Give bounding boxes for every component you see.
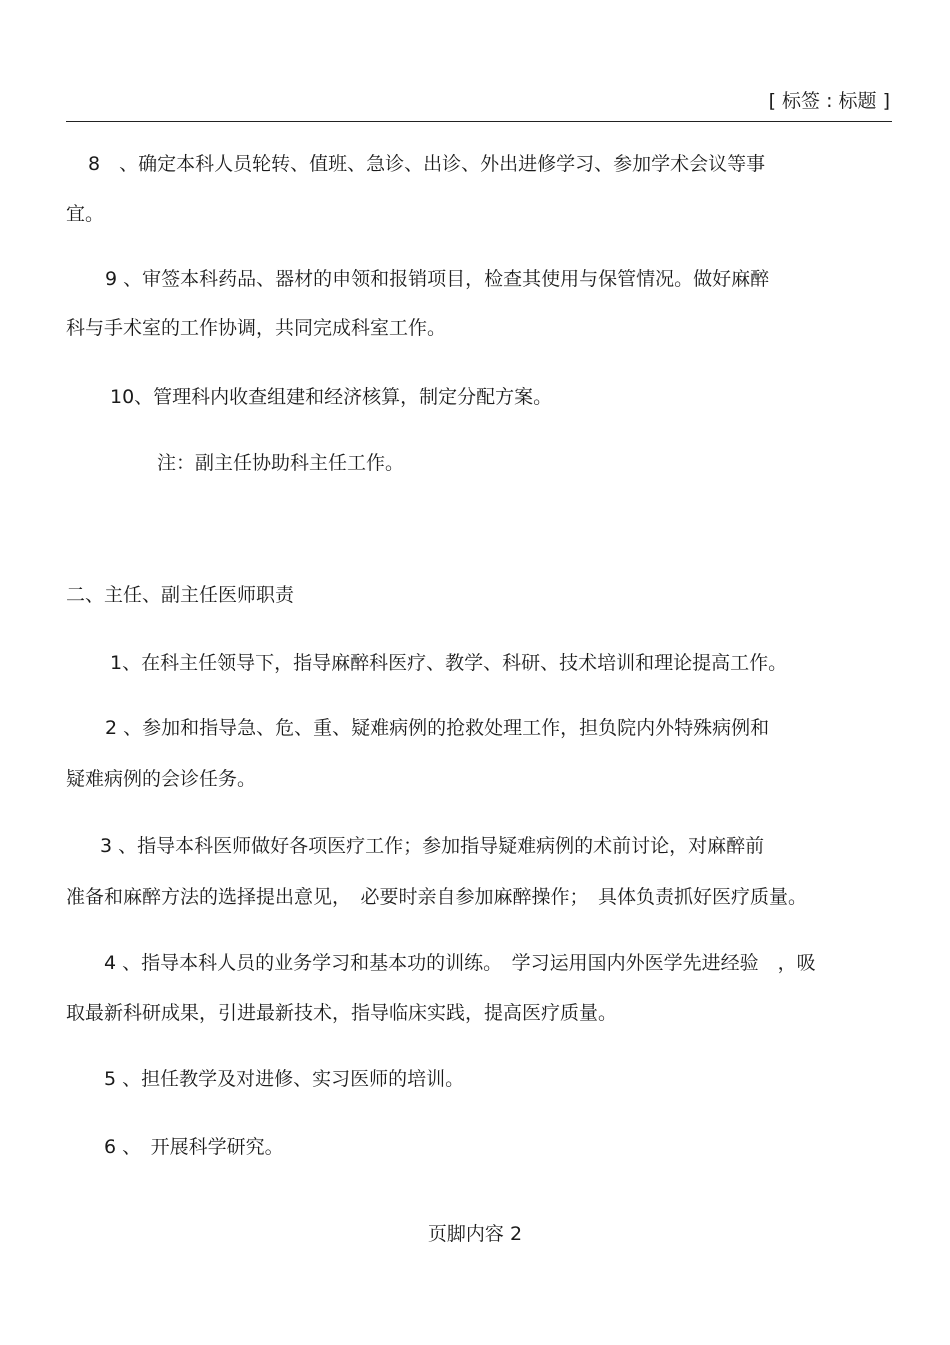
s2-item-3-line2: 准备和麻醉方法的选择提出意见， 必要时亲自参加麻醉操作； 具体负责抓好医疗质量。 [66, 886, 808, 908]
note: 注：副主任协助科主任工作。 [157, 452, 405, 474]
header-tag: [ 标签 : 标题 ] [768, 90, 890, 112]
s2-item-5: 5 、担任教学及对进修、实习医师的培训。 [104, 1068, 465, 1090]
section2-heading: 二、主任、副主任医师职责 [66, 584, 295, 606]
page-footer: 页脚内容 2 [427, 1223, 523, 1245]
header-divider [66, 121, 892, 122]
item-8-line2: 宜。 [66, 203, 105, 225]
s2-item-3-line1: 3 、指导本科医师做好各项医疗工作；参加指导疑难病例的术前讨论，对麻醉前 [100, 835, 765, 857]
item-9-line2: 科与手术室的工作协调，共同完成科室工作。 [66, 317, 447, 339]
item-8-line1: 8 、确定本科人员轮转、值班、急诊、出诊、外出进修学习、参加学术会议等事 [88, 153, 766, 175]
s2-item-2-line1: 2 、参加和指导急、危、重、疑难病例的抢救处理工作，担负院内外特殊病例和 [105, 717, 770, 739]
s2-item-4-line1: 4 、指导本科人员的业务学习和基本功的训练。 学习运用国内外医学先进经验 ，吸 [104, 952, 816, 974]
s2-item-4-line2: 取最新科研成果，引进最新技术，指导临床实践，提高医疗质量。 [66, 1002, 618, 1024]
s2-item-2-line2: 疑难病例的会诊任务。 [66, 768, 257, 790]
item-9-line1: 9 、审签本科药品、器材的申领和报销项目，检查其使用与保管情况。做好麻醉 [105, 268, 770, 290]
s2-item-1: 1、在科主任领导下，指导麻醉科医疗、教学、科研、技术培训和理论提高工作。 [110, 652, 788, 674]
item-10: 10、管理科内收查组建和经济核算，制定分配方案。 [110, 386, 553, 408]
s2-item-6: 6 、 开展科学研究。 [104, 1136, 284, 1158]
